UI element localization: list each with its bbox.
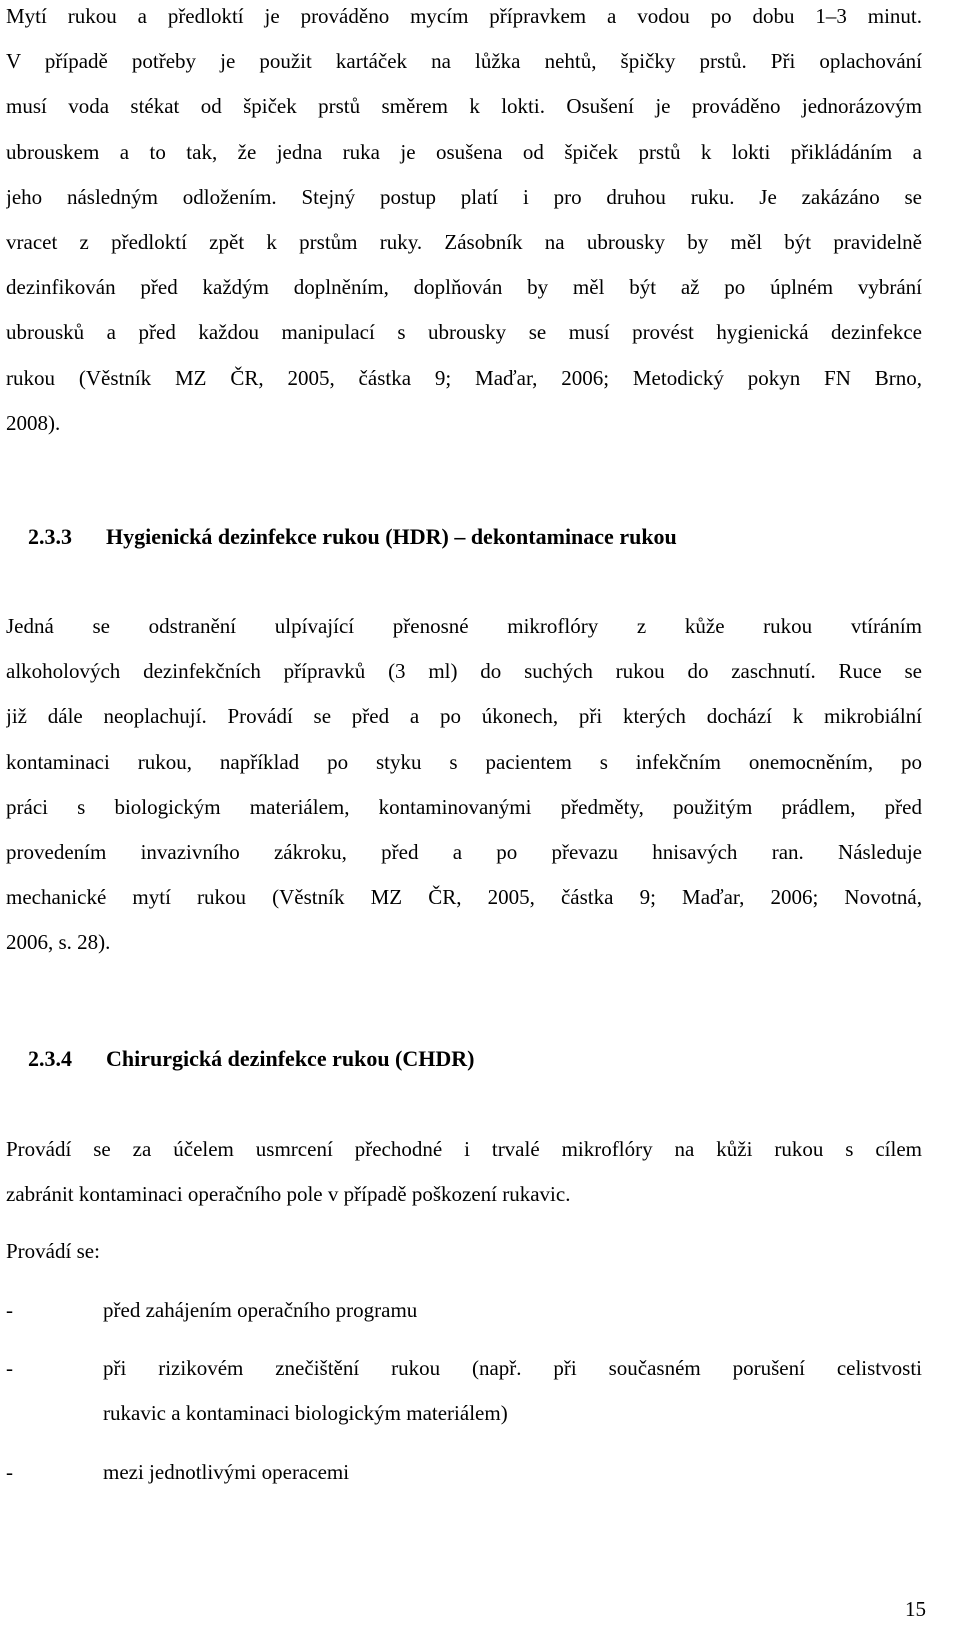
text-line: kontaminaci rukou, například po styku s pacientem s infekčním onemocněním, po (6, 749, 922, 774)
section-title: Chirurgická dezinfekce rukou (CHDR) (106, 1046, 475, 1071)
section-number: 2.3.3 (28, 524, 72, 549)
document-page (6, 0, 922, 1626)
text-line: jeho následným odložením. Stejný postup platí i pro druhou ruku. Je zakázáno se (6, 184, 922, 209)
list-item-text: mezi jednotlivými operacemi (103, 1460, 350, 1484)
text-line: dezinfikován před každým doplněním, doplňován by měl být až po úplném vybrání (6, 275, 922, 300)
list-item-text: rukavic a kontaminaci biologickým materiálem) (103, 1401, 508, 1426)
text-line: V případě potřeby je použit kartáček na lůžka nehtů, špičky prstů. Při oplachování (6, 49, 922, 74)
text-line: rukou (Věstník MZ ČR, 2005, částka 9; Maďar, 2006; Metodický pokyn FN Brno, (6, 365, 922, 390)
text-line: zabránit kontaminaci operačního pole v případě poškození rukavic. (6, 1182, 571, 1207)
text-line: Mytí rukou a předloktí je prováděno mycím přípravkem a vodou po dobu 1–3 minut. (6, 4, 922, 28)
dash-marker: - (6, 1356, 13, 1380)
text-line: 2008). (6, 410, 61, 435)
text-line: musí voda stékat od špiček prstů směrem k lokti. Osušení je prováděno jednorázovým (6, 94, 922, 119)
text-line: ubrouskem a to tak, že jedna ruka je osušena od špiček prstů k lokti přikládáním a (6, 139, 922, 164)
page-number: 15 (905, 1597, 926, 1621)
list-item-text: před zahájením operačního programu (103, 1298, 418, 1322)
section-heading-chdr (28, 1046, 474, 1072)
text-line: Provádí se za účelem usmrcení přechodné i trvalé mikroflóry na kůži rukou s cílem (6, 1137, 922, 1161)
text-line: provedením invazivního zákroku, před a po převazu hnisavých ran. Následuje (6, 839, 922, 864)
section-title: Hygienická dezinfekce rukou (HDR) – dekontaminace rukou (106, 524, 677, 549)
section-number: 2.3.4 (28, 1046, 72, 1071)
text-line: již dále neoplachují. Provádí se před a po úkonech, při kterých dochází k mikrobiální (6, 704, 922, 729)
section-heading-hdr (28, 524, 677, 550)
dash-marker: - (6, 1460, 13, 1484)
text-line: Jedná se odstranění ulpívající přenosné mikroflóry z kůže rukou vtíráním (6, 614, 922, 638)
paragraph-handwashing (6, 0, 922, 446)
paragraph-hdr (6, 604, 922, 966)
text-line: ubrousků a před každou manipulací s ubrousky se musí provést hygienická dezinfekce (6, 320, 922, 345)
list-intro (6, 1229, 100, 1274)
text-line: vracet z předloktí zpět k prstům ruky. Zásobník na ubrousky by měl být pravidelně (6, 229, 922, 254)
list-item-text: při rizikovém znečištění rukou (např. při současném porušení celistvosti (103, 1356, 922, 1380)
text-line: 2006, s. 28). (6, 930, 111, 955)
text-line: mechanické mytí rukou (Věstník MZ ČR, 2005, částka 9; Maďar, 2006; Novotná, (6, 885, 922, 910)
text-line: Provádí se: (6, 1239, 100, 1263)
paragraph-chdr (6, 1127, 922, 1217)
text-line: alkoholových dezinfekčních přípravků (3 ml) do suchých rukou do zaschnutí. Ruce se (6, 659, 922, 684)
text-line: práci s biologickým materiálem, kontaminovanými předměty, použitým prádlem, před (6, 794, 922, 819)
dash-marker: - (6, 1298, 13, 1322)
